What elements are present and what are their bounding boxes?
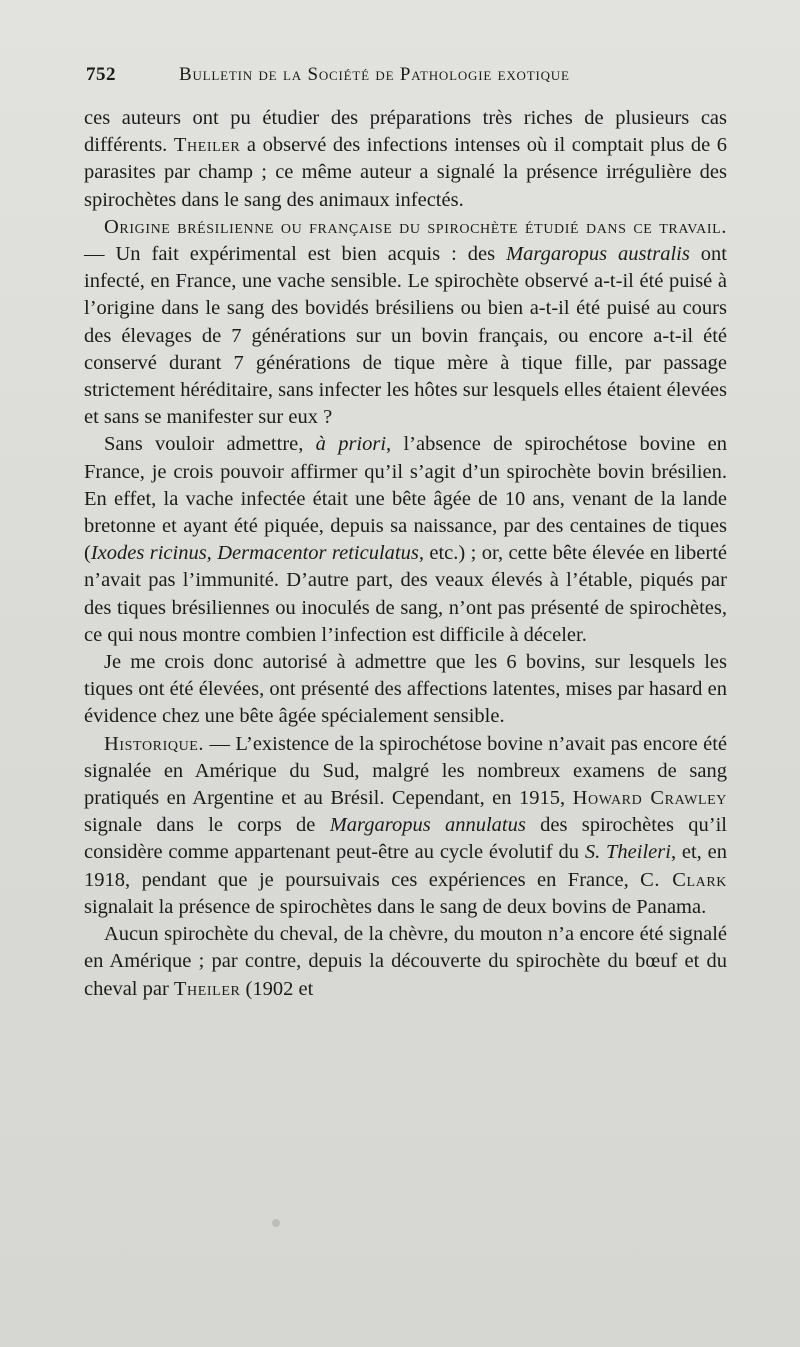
phrase-a-priori: à priori — [315, 433, 387, 456]
page-number: 752 — [86, 64, 116, 85]
ink-smudge — [272, 1219, 280, 1227]
section-heading-origine: Origine brésilienne ou française du spirochète étudié dans ce travail. — [104, 215, 727, 238]
paragraph-4-text: Je me crois donc autorisé à admettre que les 6 bovins, sur lesquels les tiques ont été élevées, ont présenté des affections latentes, mises par hasard en évidence chez une bête âgée spécialement sensible. — [84, 651, 727, 728]
running-head — [86, 64, 746, 90]
section-heading-historique: Historique. — [104, 732, 205, 755]
paragraph-3-text-b: , l’absence de spirochétose bovine en France, je crois pouvoir affirmer qu’il s’agit d’un spirochète bovin brésilien. En effet, la vache infectée était une bête âgée de 10 ans, venant de la lande bretonne et ayant été piquée, depuis sa naissance, par des centaines de tiques ( — [84, 433, 727, 565]
paragraph-3 — [84, 431, 727, 649]
paragraph-5-text-d: , et, en 1918, pendant que je poursuivais ces expériences en France, — [84, 841, 727, 891]
paragraph-2-text-b: ont infecté, en France, une vache sensible. Le spirochète observé a-t-il été puisé à l’origine dans le sang des bovidés brésiliens ou bien a-t-il été puisé au cours des élevages de 7 générations sur un bovin français, ou encore a-t-il été conservé durant 7 générations de tique mère à tique fille, par passage strictement héréditaire, sans infecter les hôtes sur lesquels elles étaient élevées et sans se manifester sur eux ? — [84, 243, 727, 429]
paragraph-2 — [84, 214, 727, 432]
species-ixodes-dermacentor: Ixodes ricinus, Dermacentor reticulatus, — [90, 542, 424, 565]
paragraph-1-rest: a observé des infections intenses où il comptait plus de 6 parasites par champ ; ce même auteur a signalé la présence irrégulière des spirochètes dans le sang des animaux infectés. — [84, 134, 727, 211]
paragraph-3-text-a: Sans vouloir admettre, — [104, 433, 316, 456]
paragraph-4 — [84, 649, 727, 731]
author-name-clark: C. Clark — [640, 868, 727, 891]
species-s-theileri: S. Theileri — [584, 841, 671, 864]
author-name-crawley: Howard Crawley — [572, 787, 727, 810]
paragraph-6-text-b: (1902 et — [240, 977, 314, 1000]
author-name-theiler: Theiler — [173, 134, 241, 157]
species-margaropus-annulatus: Margaropus annulatus — [329, 814, 526, 837]
paragraph-5 — [84, 731, 727, 921]
paragraph-6 — [84, 921, 727, 1003]
paragraph-5-text-b: signale dans le corps de — [84, 814, 330, 837]
article-body — [84, 105, 727, 1003]
paragraph-2-text-a: — Un fait expérimental est bien acquis : des — [84, 243, 507, 266]
species-margaropus-australis: Margaropus australis — [506, 243, 690, 266]
paragraph-5-text-a: — L’existence de la spirochétose bovine n’avait pas encore été signalée en Amérique du Sud, malgré les nombreux examens de sang pratiqués en Argentine et au Brésil. Cependant, en 1915, — [84, 732, 727, 810]
author-name-theiler-2: Theiler — [173, 977, 241, 1000]
paragraph-5-text-c: des spirochètes qu’il considère comme appartenant peut-être au cycle évolutif du — [84, 814, 727, 864]
paragraph-6-text-a: Aucun spirochète du cheval, de la chèvre, du mouton n’a encore été signalé en Amérique ; par contre, depuis la découverte du spirochète du bœuf et du cheval par — [84, 923, 727, 1000]
paragraph-5-text-e: signalait la présence de spirochètes dans le sang de deux bovins de Panama. — [84, 895, 707, 918]
paragraph-3-text-c: etc.) ; or, cette bête élevée en liberté n’avait pas l’immunité. D’autre part, des veaux élevés à l’étable, piqués par des tiques brésiliennes ou inoculés de sang, n’ont pas présenté de spirochètes, ce qui nous montre combien l’infection est difficile à déceler. — [84, 542, 727, 646]
running-title: Bulletin de la Société de Pathologie exotique — [179, 64, 570, 85]
paragraph-1 — [84, 105, 727, 214]
paragraph-1-text: ces auteurs ont pu étudier des préparations très riches de plusieurs cas différents. — [84, 107, 727, 157]
